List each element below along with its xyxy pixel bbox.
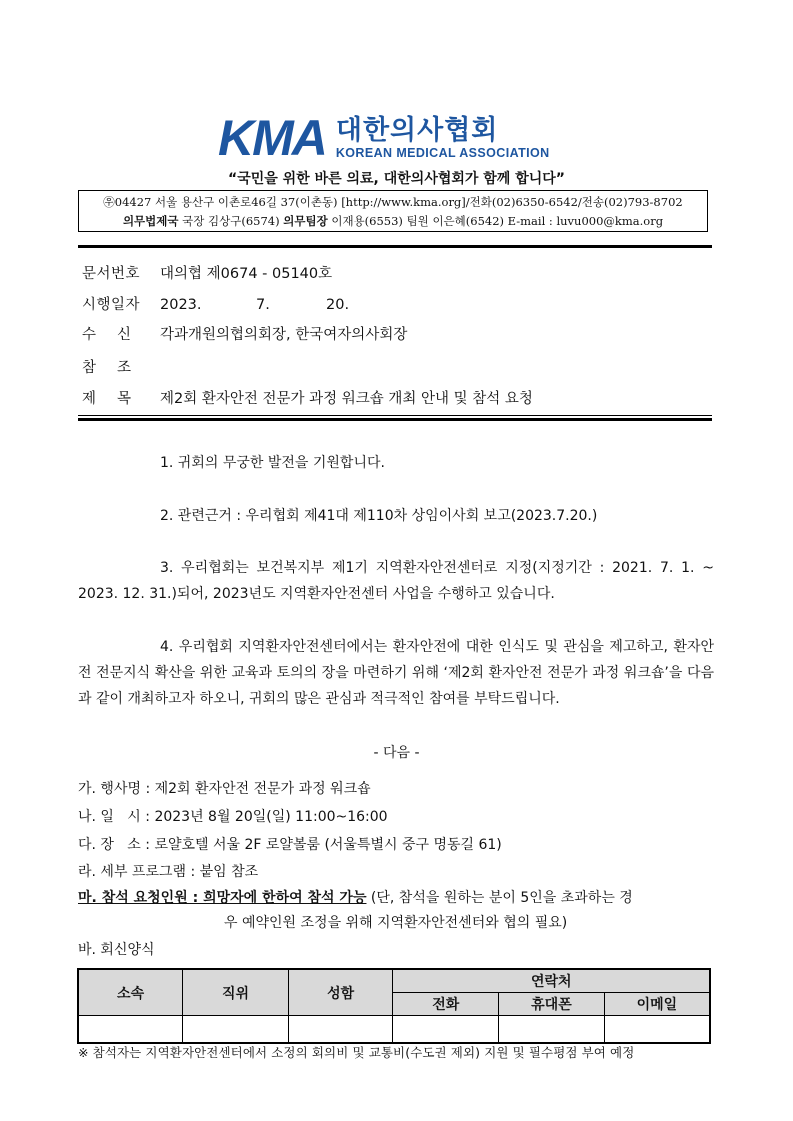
reply-form-table xyxy=(77,968,711,1044)
subject-label: 제 목 xyxy=(82,391,132,407)
attendees-emphasis: 마. 참석 요청인원 : 희망자에 한하여 참석 가능 xyxy=(78,890,367,906)
contact-box xyxy=(78,190,708,232)
date-year: 2023. xyxy=(160,297,202,313)
logo-text xyxy=(336,116,550,160)
next-heading: - 다음 - xyxy=(373,745,420,761)
paragraph-4: 4. 우리협회 지역환자안전센터에서는 환자안전에 대한 인식도 및 관심을 제고하고, 환자안전 전문지식 확산을 위한 교육과 토의의 장을 마련하기 위해 ‘제2회 환자안전 전문가 과정 워크숍’을 다음과 같이 개최하고자 하오니, 귀회의 많은 관심과 적극적인 참여를 부탁드립니다. xyxy=(78,639,714,707)
logo-korean-name: 대한의사협회 xyxy=(335,115,499,146)
date-row xyxy=(82,293,349,314)
reference-label: 참 조 xyxy=(82,360,132,376)
attendees-note: (단, 참석을 원하는 분이 5인을 초과하는 경 xyxy=(366,890,633,906)
col-contact: 연락처 xyxy=(393,969,710,993)
col-mobile: 휴대폰 xyxy=(499,993,605,1016)
date-day: 20. xyxy=(326,297,350,313)
header-divider-bottom-1 xyxy=(78,415,712,416)
slogan: “국민을 위한 바른 의료, 대한의사협회가 함께 합니다” xyxy=(228,171,565,187)
doc-number-label: 문서번호 xyxy=(82,266,141,282)
cell-name xyxy=(288,1016,393,1044)
kma-logo xyxy=(218,110,550,166)
team-label: 의무팀장 xyxy=(283,214,328,228)
cell-affiliation xyxy=(78,1016,183,1044)
dept-staff: 국장 김상구(6574) xyxy=(178,214,284,228)
subject: 제2회 환자안전 전문가 과정 워크숍 개최 안내 및 참석 요청 xyxy=(160,391,533,407)
table-header-row xyxy=(78,969,710,993)
item-attendees xyxy=(78,887,633,907)
contact-staff-line xyxy=(79,212,707,231)
date-month: 7. xyxy=(256,297,270,313)
item-attendees-continued: 우 예약인원 조정을 위해 지역환자안전센터와 협의 필요) xyxy=(224,915,568,931)
logo-english-name: KOREAN MEDICAL ASSOCIATION xyxy=(335,146,550,160)
recipient-row xyxy=(82,323,407,344)
header-divider-bottom-2 xyxy=(78,418,712,421)
item-datetime: 나. 일 시 : 2023년 8월 20일(일) 11:00~16:00 xyxy=(78,809,388,825)
paragraph-3: 3. 우리협회는 보건복지부 제1기 지역환자안전센터로 지정(지정기간 : 2021. 7. 1. ~ 2023. 12. 31.)되어, 2023년도 지역환자안전센터 사업을 수행하고 있습니다. xyxy=(78,560,714,602)
doc-number: 대의협 제0674 - 05140호 xyxy=(160,266,333,282)
recipient: 각과개원의협의회장, 한국여자의사회장 xyxy=(160,327,408,343)
col-position: 직위 xyxy=(183,969,289,1016)
col-phone: 전화 xyxy=(393,993,499,1016)
team-staff: 이재용(6553) 팀원 이은혜(6542) E-mail : luvu000@kma.org xyxy=(327,214,664,228)
cell-phone xyxy=(393,1016,499,1044)
footnote: ※ 참석자는 지역환자안전센터에서 소정의 회의비 및 교통비(수도권 제외) 지원 및 필수평점 부여 예정 xyxy=(78,1045,635,1060)
col-email: 이메일 xyxy=(604,993,710,1016)
item-venue: 다. 장 소 : 로얄호텔 서울 2F 로얄볼룸 (서울특별시 중구 명동길 61) xyxy=(78,837,502,853)
item-program: 라. 세부 프로그램 : 붙임 참조 xyxy=(78,864,259,880)
col-name: 성함 xyxy=(288,969,393,1016)
dept-label: 의무법제국 xyxy=(122,214,179,228)
logo-mark: KMA xyxy=(218,110,326,166)
item-reply-form: 바. 회신양식 xyxy=(78,942,155,958)
subject-row xyxy=(82,387,533,408)
cell-email xyxy=(604,1016,710,1044)
col-affiliation: 소속 xyxy=(78,969,183,1016)
doc-number-row xyxy=(82,262,332,283)
table-row xyxy=(78,1016,710,1044)
cell-mobile xyxy=(499,1016,605,1044)
header-divider-top xyxy=(78,245,712,248)
paragraph-2: 2. 관련근거 : 우리협회 제41대 제110차 상임이사회 보고(2023.7.20.) xyxy=(160,508,598,524)
reference-row xyxy=(82,356,160,377)
date-label: 시행일자 xyxy=(82,297,141,313)
cell-position xyxy=(183,1016,289,1044)
recipient-label: 수 신 xyxy=(82,327,132,343)
paragraph-1: 1. 귀회의 무궁한 발전을 기원합니다. xyxy=(160,455,385,471)
item-event-name: 가. 행사명 : 제2회 환자안전 전문가 과정 워크숍 xyxy=(78,781,371,797)
contact-address-line: ㉾04427 서울 용산구 이촌로46길 37(이촌동) [http://www.kma.org]/전화(02)6350-6542/전송(02)793-8702 xyxy=(103,195,683,209)
